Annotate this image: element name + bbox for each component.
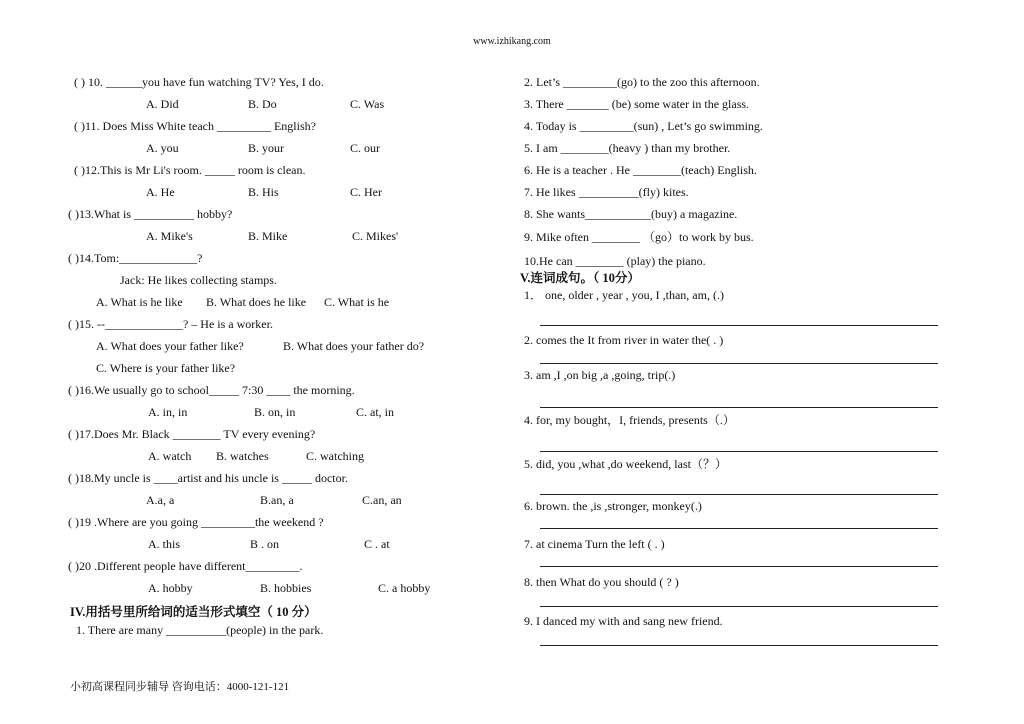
question-13: ( )13.What is __________ hobby? (68, 207, 233, 221)
q11-option-b: B. your (248, 141, 284, 155)
q18-option-a: A.a, a (146, 493, 175, 507)
question-20: ( )20 .Different people have different_________. (68, 559, 303, 573)
sentence-1: 1． one, older , year , you, I ,than, am, (.) (524, 288, 724, 302)
sentence-3: 3. am ,I ,on big ,a ,going, trip(.) (524, 368, 676, 382)
question-19: ( )19 .Where are you going _________the weekend ? (68, 515, 324, 529)
q10-option-c: C. Was (350, 97, 385, 111)
q17-option-c: C. watching (306, 449, 364, 463)
q14-option-b: B. What does he like (206, 295, 307, 309)
sentence-7: 7. at cinema Turn the left ( . ) (524, 537, 665, 551)
sentence-4: 4. for, my bought，I, friends, presents（.） (524, 413, 735, 427)
q14-option-c: C. What is he (324, 295, 390, 309)
sentence-9: 9. I danced my with and sang new friend. (524, 614, 723, 628)
q12-option-a: A. He (146, 185, 175, 199)
fill-item-6: 6. He is a teacher . He ________(teach) English. (524, 163, 757, 177)
q18-option-b: B.an, a (260, 493, 294, 507)
q20-option-b: B. hobbies (260, 581, 312, 595)
q10-option-b: B. Do (248, 97, 277, 111)
fill-item-10: 10.He can ________ (play) the piano. (524, 254, 706, 268)
q16-option-a: A. in, in (148, 405, 188, 419)
fill-item-9: 9. Mike often ________ （go）to work by bus. (524, 230, 754, 244)
fill-item-4: 4. Today is _________(sun) , Let’s go swimming. (524, 119, 763, 133)
q14-option-a: A. What is he like (96, 295, 183, 309)
answer-line-6 (540, 528, 938, 529)
section-iv-heading: IV.用括号里所给词的适当形式填空（ 10 分） (70, 605, 317, 619)
question-11: ( )11. Does Miss White teach _________ English? (74, 119, 316, 133)
q18-option-c: C.an, an (362, 493, 402, 507)
sentence-2: 2. comes the It from river in water the( . ) (524, 333, 724, 347)
answer-line-7 (540, 566, 938, 567)
sentence-5: 5. did, you ,what ,do weekend, last（？） (524, 457, 727, 471)
answer-line-8 (540, 606, 938, 607)
question-12: ( )12.This is Mr Li's room. _____ room is clean. (74, 163, 306, 177)
answer-line-3 (540, 407, 938, 408)
q17-option-b: B. watches (216, 449, 269, 463)
q19-option-b: B . on (250, 537, 280, 551)
answer-line-2 (540, 363, 938, 364)
footer-contact: 小初高课程同步辅导 咨询电话：4000-121-121 (70, 681, 290, 693)
q19-option-c: C . at (364, 537, 390, 551)
answer-line-9 (540, 645, 938, 646)
question-15: ( )15. --_____________? – He is a worker. (68, 317, 273, 331)
q12-option-b: B. His (248, 185, 279, 199)
fill-item-2: 2. Let’s _________(go) to the zoo this afternoon. (524, 75, 760, 89)
question-17: ( )17.Does Mr. Black ________ TV every evening? (68, 427, 316, 441)
q16-option-b: B. on, in (254, 405, 296, 419)
q20-option-c: C. a hobby (378, 581, 431, 595)
q17-option-a: A. watch (148, 449, 192, 463)
question-16: ( )16.We usually go to school_____ 7:30 ____ the morning. (68, 383, 355, 397)
page-header-site: www.izhikang.com (473, 36, 551, 47)
answer-line-5 (540, 494, 938, 495)
q19-option-a: A. this (148, 537, 181, 551)
q20-option-a: A. hobby (148, 581, 193, 595)
q15-option-c: C. Where is your father like? (96, 361, 236, 375)
q15-option-a: A. What does your father like? (96, 339, 244, 353)
q16-option-c: C. at, in (356, 405, 394, 419)
fill-item-1: 1. There are many __________(people) in the park. (76, 623, 324, 637)
question-10: ( ) 10. ______you have fun watching TV? Yes, I do. (74, 75, 324, 89)
q13-option-c: C. Mikes' (352, 229, 399, 243)
q14-response: Jack: He likes collecting stamps. (120, 273, 277, 287)
fill-item-8: 8. She wants___________(buy) a magazine. (524, 207, 738, 221)
fill-item-5: 5. I am ________(heavy ) than my brother. (524, 141, 731, 155)
fill-item-3: 3. There _______ (be) some water in the glass. (524, 97, 750, 111)
section-v-heading: V.连词成句。（ 10分） (520, 271, 640, 285)
q10-option-a: A. Did (146, 97, 179, 111)
q11-option-a: A. you (146, 141, 179, 155)
question-14: ( )14.Tom:_____________? (68, 251, 203, 265)
q11-option-c: C. our (350, 141, 380, 155)
sentence-8: 8. then What do you should ( ? ) (524, 575, 679, 589)
q13-option-a: A. Mike's (146, 229, 193, 243)
sentence-6: 6. brown. the ,is ,stronger, monkey(.) (524, 499, 702, 513)
q15-option-b: B. What does your father do? (283, 339, 425, 353)
fill-item-7: 7. He likes __________(fly) kites. (524, 185, 689, 199)
question-18: ( )18.My uncle is ____artist and his uncle is _____ doctor. (68, 471, 348, 485)
q13-option-b: B. Mike (248, 229, 288, 243)
answer-line-1 (540, 325, 938, 326)
q12-option-c: C. Her (350, 185, 382, 199)
answer-line-4 (540, 451, 938, 452)
